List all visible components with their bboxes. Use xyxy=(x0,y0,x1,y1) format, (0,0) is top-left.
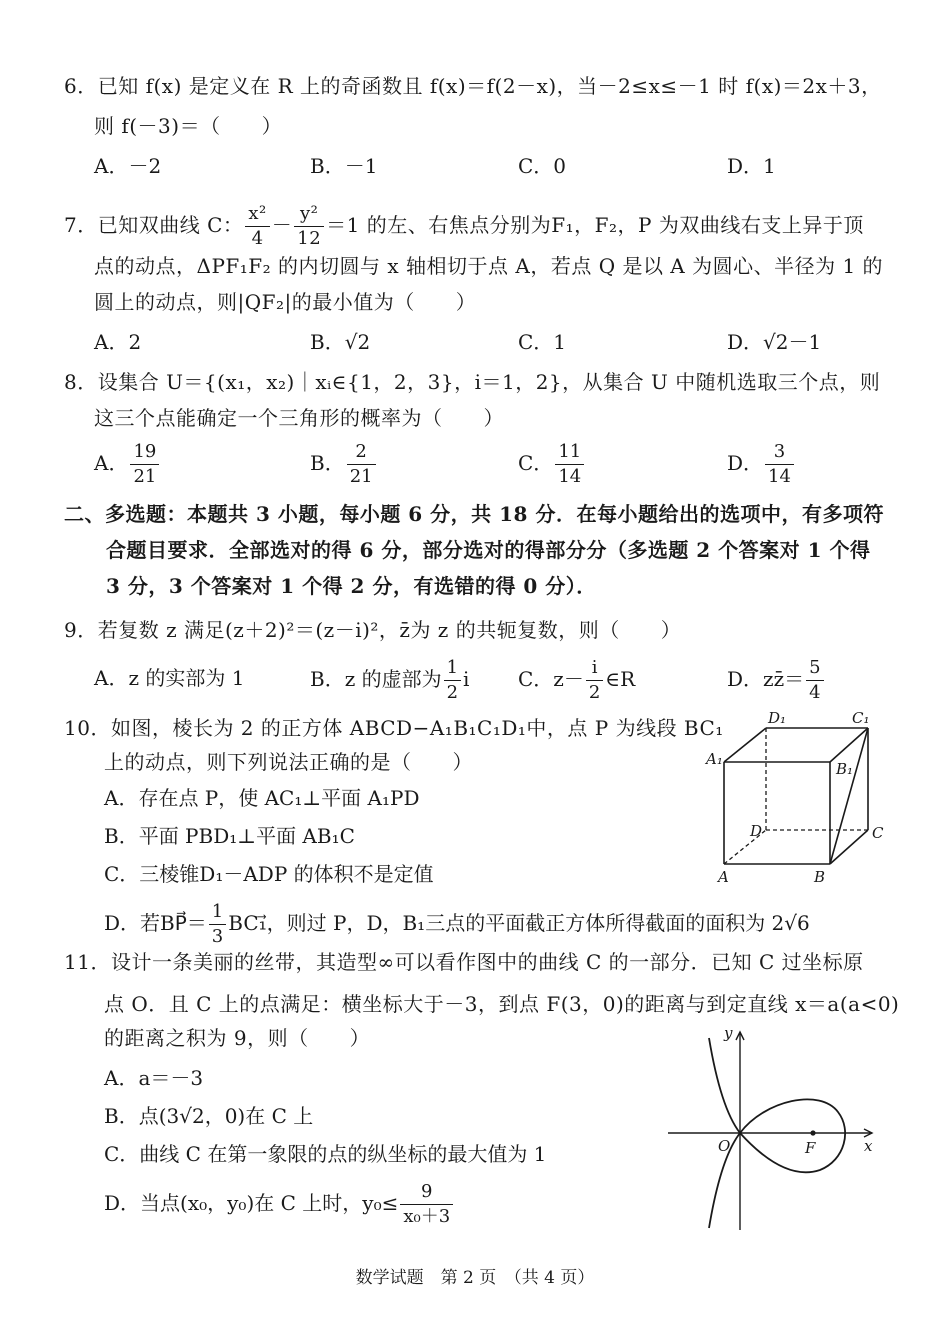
label-b1: B₁ xyxy=(836,760,854,778)
label-b: B xyxy=(814,868,826,886)
q7-intro: 7．已知双曲线 C： xyxy=(64,213,244,237)
q8-option-c-fraction xyxy=(555,440,584,489)
q8-option-c-label: C． xyxy=(518,451,554,475)
q7-option-d: D．√2－1 xyxy=(727,330,822,354)
curve-upper-branch xyxy=(709,1038,740,1133)
q9-option-d xyxy=(727,656,826,705)
q8-option-c-num: 11 xyxy=(558,441,582,462)
q9-option-b-den: 2 xyxy=(444,680,461,705)
q9-option-c-num: i xyxy=(591,657,598,678)
q7-fraction-x-den: 4 xyxy=(245,226,269,251)
q7-fraction-y-den: 12 xyxy=(294,226,324,251)
q7-option-a: A．2 xyxy=(94,330,142,354)
label-o: O xyxy=(718,1137,731,1155)
edge-a1-d1 xyxy=(724,728,766,762)
curve-loop xyxy=(740,1099,845,1172)
q8-option-a-fraction xyxy=(130,440,159,489)
q8-option-a-num: 19 xyxy=(133,441,157,462)
q8-option-a-den: 21 xyxy=(130,464,159,489)
q10-option-d-num: 1 xyxy=(211,901,224,922)
segment-b-c1 xyxy=(830,728,868,864)
q8-option-a xyxy=(94,440,161,489)
q6-option-a: A．－2 xyxy=(94,154,162,178)
q8-line1: 8．设集合 U＝{(x₁，x₂)｜xᵢ∈{1，2，3}，i＝1，2}，从集合 U 中随机选取三个点，则 xyxy=(64,370,881,394)
label-y: y xyxy=(724,1024,733,1042)
q7-line1-rest: ＝1 的左、右焦点分别为F₁，F₂，P 为双曲线右支上异于顶 xyxy=(326,213,864,237)
cube-figure xyxy=(700,708,900,890)
q6-option-b: B．－1 xyxy=(310,154,378,178)
q11-option-a: A．a＝－3 xyxy=(104,1066,204,1090)
section2-line3: 3 分，3 个答案对 1 个得 2 分，有选错的得 0 分）． xyxy=(106,574,597,598)
q11-line1: 11．设计一条美丽的丝带，其造型∞可以看作图中的曲线 C 的一部分．已知 C 过坐标原 xyxy=(64,950,864,974)
q7-line3: 圆上的动点，则|QF₂|的最小值为（ ） xyxy=(94,290,477,314)
q10-option-d-text: D．若BP⃗＝ xyxy=(104,911,207,935)
q8-option-b-fraction xyxy=(347,440,376,489)
label-c1: C₁ xyxy=(852,709,870,727)
q6-option-c: C．0 xyxy=(518,154,567,178)
edge-b1-c1 xyxy=(830,728,868,762)
q7-fraction-y xyxy=(294,202,324,251)
q11-option-d-fraction xyxy=(400,1180,453,1229)
q9-option-d-num: 5 xyxy=(809,657,821,678)
q9-option-c-suffix: ∈R xyxy=(605,667,636,691)
q11-option-c: C．曲线 C 在第一象限的点的纵坐标的最大值为 1 xyxy=(104,1142,547,1166)
q8-option-c xyxy=(518,440,586,489)
section2-heading: 二、多选题：本题共 3 小题，每小题 6 分，共 18 分．在每小题给出的选项中，有多项符 xyxy=(64,502,884,526)
q7-fraction-x-num: x² xyxy=(248,203,267,224)
q8-option-d-fraction xyxy=(765,440,794,489)
q8-option-b-den: 21 xyxy=(347,464,376,489)
label-x: x xyxy=(864,1137,873,1155)
q10-option-b: B．平面 PBD₁⊥平面 AB₁C xyxy=(104,824,355,848)
q8-option-d xyxy=(727,440,796,489)
label-d: D xyxy=(750,822,763,840)
q7-line1 xyxy=(64,202,864,251)
q6-line2: 则 f(－3)＝（ ） xyxy=(94,114,283,138)
q7-fraction-x xyxy=(245,202,269,251)
q8-option-d-den: 14 xyxy=(765,464,794,489)
q8-option-c-den: 14 xyxy=(555,464,584,489)
q9-option-b xyxy=(310,656,469,705)
q9-option-d-text: D．zz̄＝ xyxy=(727,667,805,691)
q9-option-b-text: B．z 的虚部为 xyxy=(310,667,442,691)
q10-option-d-den: 3 xyxy=(209,924,226,949)
q6-line1: 6．已知 f(x) 是定义在 R 上的奇函数且 f(x)＝f(2－x)，当－2≤x≤－1 时 f(x)＝2x＋3， xyxy=(64,74,882,98)
q7-option-b: B．√2 xyxy=(310,330,371,354)
q9-option-c xyxy=(518,656,635,705)
label-f: F xyxy=(805,1139,816,1157)
q11-option-d xyxy=(104,1180,455,1229)
q11-option-d-den: x₀＋3 xyxy=(400,1204,453,1229)
q10-option-a: A．存在点 P，使 AC₁⊥平面 A₁PD xyxy=(104,786,420,810)
q6-option-d: D．1 xyxy=(727,154,776,178)
label-d1: D₁ xyxy=(768,709,787,727)
q7-fraction-y-num: y² xyxy=(300,203,319,224)
q8-option-a-label: A． xyxy=(94,451,129,475)
curve-figure xyxy=(660,1020,890,1235)
page-footer: 数学试题 第 2 页 （共 4 页） xyxy=(355,1268,595,1288)
q9-option-b-fraction xyxy=(444,656,461,705)
q8-option-b-label: B． xyxy=(310,451,345,475)
q11-line3: 的距离之积为 9，则（ ） xyxy=(104,1026,371,1050)
edge-b-c xyxy=(830,830,868,864)
q8-option-d-label: D． xyxy=(727,451,764,475)
q9-option-b-num: 1 xyxy=(446,657,459,678)
q10-line1: 10．如图，棱长为 2 的正方体 ABCD−A₁B₁C₁D₁中，点 P 为线段 BC₁ xyxy=(64,716,724,740)
section2-line2: 合题目要求．全部选对的得 6 分，部分选对的得部分分（多选题 2 个答案对 1 个得 xyxy=(106,538,871,562)
q9-line1: 9．若复数 z 满足(z＋2)²＝(z－i)²，z̄为 z 的共轭复数，则（ ） xyxy=(64,618,682,642)
q11-line2: 点 O．且 C 上的点满足：横坐标大于－3，到点 F(3，0)的距离与到定直线 x＝a(a<0) xyxy=(104,992,900,1016)
q11-option-b: B．点(3√2，0)在 C 上 xyxy=(104,1104,314,1128)
label-a: A xyxy=(718,868,729,886)
q11-option-d-num: 9 xyxy=(421,1181,433,1202)
q8-option-b-num: 2 xyxy=(355,441,367,462)
q9-option-d-fraction xyxy=(806,656,823,705)
q10-option-d-rest: BC₁⃗，则过 P，D，B₁三点的平面截正方体所得截面的面积为 2√6 xyxy=(228,911,810,935)
q9-option-a: A．z 的实部为 1 xyxy=(94,666,245,690)
q7-minus: － xyxy=(271,213,293,237)
focus-point-f xyxy=(810,1130,815,1135)
q7-option-c: C．1 xyxy=(518,330,567,354)
q9-option-c-den: 2 xyxy=(586,680,603,705)
label-c: C xyxy=(872,824,884,842)
q8-option-b xyxy=(310,440,378,489)
q10-option-c: C．三棱锥D₁－ADP 的体积不是定值 xyxy=(104,862,434,886)
q8-line2: 这三个点能确定一个三角形的概率为（ ） xyxy=(94,406,504,430)
q8-option-d-num: 3 xyxy=(773,441,786,462)
q10-option-d-fraction xyxy=(209,900,226,949)
q7-line2: 点的动点，ΔPF₁F₂ 的内切圆与 x 轴相切于点 A，若点 Q 是以 A 为圆心、半径为 1 的 xyxy=(94,254,884,278)
label-a1: A₁ xyxy=(706,750,723,768)
q11-option-d-text: D．当点(x₀，y₀)在 C 上时，y₀≤ xyxy=(104,1191,399,1215)
q10-option-d xyxy=(104,900,810,949)
q9-option-c-text: C．z－ xyxy=(518,667,584,691)
q9-option-d-den: 4 xyxy=(806,680,823,705)
q10-line2: 上的动点，则下列说法正确的是（ ） xyxy=(104,750,473,774)
q9-option-c-fraction xyxy=(586,656,603,705)
q9-option-b-suffix: i xyxy=(463,667,470,691)
